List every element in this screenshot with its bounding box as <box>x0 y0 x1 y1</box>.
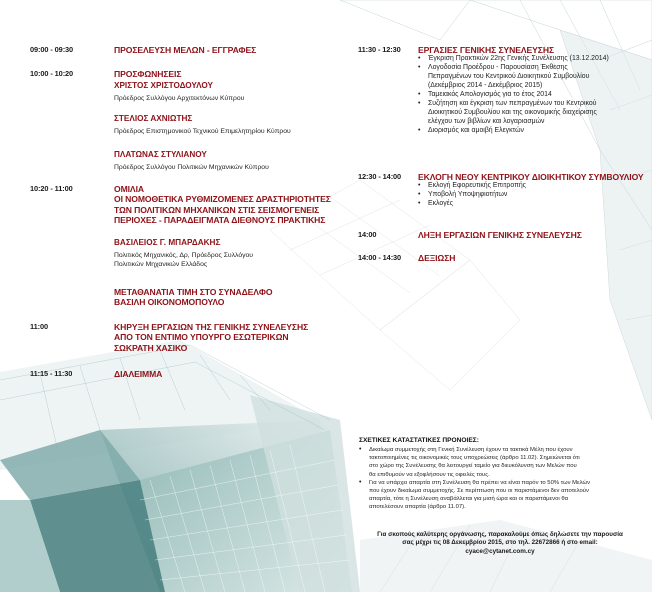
assembly-block <box>418 45 609 136</box>
time-registration: 09:00 - 09:30 <box>30 45 74 54</box>
opening-line: ΚΗΡΥΞΗ ΕΡΓΑΣΙΩΝ ΤΗΣ ΓΕΝΙΚΗΣ ΣΥΝΕΛΕΥΣΗΣ <box>114 322 309 332</box>
title-assembly: ΕΡΓΑΣΙΕΣ ΓΕΝΙΚΗΣ ΣΥΝΕΛΕΥΣΗΣ <box>418 45 555 55</box>
lecture-title-line: ΟΙ ΝΟΜΟΘΕΤΙΚΑ ΡΥΘΜΙΖΟΜΕΝΕΣ ΔΡΑΣΤΗΡΙΟΤΗΤΕΣ <box>114 194 331 205</box>
assembly-items <box>418 55 609 135</box>
title-closing: ΛΗΞΗ ΕΡΓΑΣΙΩΝ ΓΕΝΙΚΗΣ ΣΥΝΕΛΕΥΣΗΣ <box>418 230 582 240</box>
agenda-row-assembly <box>358 45 609 136</box>
speaker-role: Πρόεδρος Επιστημονικού Τεχνικού Επιμελητηρίου Κύπρου <box>114 128 291 135</box>
election-item: • Εκλογές <box>418 200 644 209</box>
contact-info <box>358 531 642 556</box>
election-items <box>418 182 644 209</box>
lecture-speaker <box>114 238 253 269</box>
speaker-role: Πρόεδρος Συλλόγου Πολιτικών Μηχανικών Κύπρου <box>114 164 269 171</box>
lecture-speaker-role: Πολιτικών Μηχανικών Ελλάδος <box>114 261 208 268</box>
title-registration: ΠΡΟΣΕΛΕΥΣΗ ΜΕΛΩΝ - ΕΓΓΡΑΦΕΣ <box>114 45 257 55</box>
election-item: • Υποβολή Υποψηφιοτήτων <box>418 191 644 200</box>
statutory-notes <box>359 437 590 512</box>
assembly-item: • Διορισμός και αμοιβή Ελεγκτών <box>418 127 609 136</box>
contact-line: Για σκοπούς καλύτερης οργάνωσης, παρακαλούμε όπως δηλώσετε την παρουσία <box>377 531 623 538</box>
lecture-block <box>114 184 331 226</box>
time-election: 12:30 - 14:00 <box>358 172 402 181</box>
agenda-row-greetings <box>30 69 181 79</box>
opening-line: ΣΩΚΡΑΤΗ ΧΑΣΙΚΟ <box>114 342 188 353</box>
speaker-2 <box>114 114 291 136</box>
time-assembly: 11:30 - 12:30 <box>358 45 401 54</box>
time-opening: 11:00 <box>30 322 48 331</box>
note-item: • Δικαίωμα συμμετοχής στη Γενική Συνέλευση έχουν τα τακτικά Μέλη που έχουν τακτοποιημένες τις οικονομικές τους υποχρεώσεις (άρθρο 11.02). Σημειώνεται ότι στο χώρο της Συνέλευσης θα λειτουργεί ταμείο για διευκόλυνση των Μελών που θα επιθυμούν να εξοφλήσουν τις οφειλές τους. <box>359 446 590 479</box>
lecture-label: ΟΜΙΛΙΑ <box>114 184 144 194</box>
agenda-row-lecture <box>30 184 331 226</box>
assembly-item: • Λογοδοσία Προέδρου - Παρουσίαση Έκθεσης Πεπραγμένων του Κεντρικού Διοικητικού Συμβουλίου (Δεκέμβριος 2014 - Δεκέμβριος 2015) <box>418 64 609 91</box>
time-reception: 14:00 - 14:30 <box>358 253 402 262</box>
contact-line: σας μέχρι τις 08 Δεκεμβρίου 2015, στο τηλ. 22672866 ή στο email: <box>402 539 598 547</box>
agenda-row-election <box>358 172 644 209</box>
assembly-item: • Έγκριση Πρακτικών 22ης Γενικής Συνέλευσης (13.12.2014) <box>418 55 609 64</box>
agenda-row-reception <box>358 253 455 263</box>
time-break: 11:15 - 11:30 <box>30 369 73 378</box>
title-election: ΕΚΛΟΓΗ ΝΕΟΥ ΚΕΝΤΡΙΚΟΥ ΔΙΟΙΚΗΤΙΚΟΥ ΣΥΜΒΟΥΛΙΟΥ <box>418 172 644 182</box>
election-item: • Εκλογή Εφορευτικής Επιτροπής <box>418 182 644 191</box>
lecture-title-line: ΠΕΡΙΟΧΕΣ - ΠΑΡΑΔΕΙΓΜΑΤΑ ΔΙΕΘΝΟΥΣ ΠΡΑΚΤΙΚΗΣ <box>114 215 326 226</box>
tribute-line: ΜΕΤΑΘΑΝΑΤΙΑ ΤΙΜΗ ΣΤΟ ΣΥΝΑΔΕΛΦΟ <box>114 287 273 297</box>
speaker-name: ΣΤΕΛΙΟΣ ΑΧΝΙΩΤΗΣ <box>114 114 193 123</box>
title-break: ΔΙΑΛΕΙΜΜΑ <box>114 369 163 379</box>
title-reception: ΔΕΞΙΩΣΗ <box>418 253 456 263</box>
speaker-role: Πρόεδρος Συλλόγου Αρχιτεκτόνων Κύπρου <box>114 95 245 102</box>
speaker-name: ΠΛΑΤΩΝΑΣ ΣΤΥΛΙΑΝΟΥ <box>114 150 207 159</box>
tribute <box>114 287 272 308</box>
time-closing: 14:00 <box>358 230 377 239</box>
time-lecture: 10:20 - 11:00 <box>30 184 73 193</box>
agenda-row-closing <box>358 230 582 240</box>
lecture-speaker-name: ΒΑΣΙΛΕΙΟΣ Γ. ΜΠΑΡΔΑΚΗΣ <box>114 238 221 247</box>
tribute-line: ΒΑΣΙΛΗ ΟΙΚΟΝΟΜΟΠΟΥΛΟ <box>114 297 225 308</box>
assembly-item: • Συζήτηση και έγκριση των πεπραγμένων του Κεντρικού Διοικητικού Συμβουλίου και της οικονομικής διαχείρισης ελέγχου των βιβλίων και λογαριασμών <box>418 100 609 127</box>
agenda-row-registration <box>30 45 256 55</box>
speaker-name: ΧΡΙΣΤΟΣ ΧΡΙΣΤΟΔΟΥΛΟΥ <box>114 81 213 90</box>
lecture-title-line: ΤΩΝ ΠΟΛΙΤΙΚΩΝ ΜΗΧΑΝΙΚΩΝ ΣΤΙΣ ΣΕΙΣΜΟΓΕΝΕΙΣ <box>114 204 320 215</box>
speaker-1 <box>114 81 244 103</box>
speaker-3 <box>114 150 269 172</box>
opening-block <box>114 322 308 353</box>
title-greetings: ΠΡΟΣΦΩΝΗΣΕΙΣ <box>114 69 182 79</box>
agenda-row-break <box>30 369 162 379</box>
agenda-row-opening <box>30 322 308 353</box>
note-item: • Για να υπάρχει απαρτία στη Συνέλευση θα πρέπει να είναι παρόν το 50% των Μελών που έχουν δικαίωμα συμμετοχής. Σε περίπτωση που οι παριστάμενοι δεν αποτελούν απαρτία, τότε η Συνέλευση αναβάλλεται για μισή ώρα και οι παριστάμενοι θα αποτελέσουν απαρτία (άρθρο 11.07). <box>359 479 590 512</box>
opening-line: ΑΠΟ ΤΟΝ ΕΝΤΙΜΟ ΥΠΟΥΡΓΟ ΕΣΩΤΕΡΙΚΩΝ <box>114 332 289 343</box>
assembly-item: • Ταμειακός Απολογισμός για το έτος 2014 <box>418 91 609 100</box>
notes-items <box>359 446 590 512</box>
election-block <box>418 172 644 209</box>
lecture-speaker-role: Πολιτικός Μηχανικός, Δρ, Πρόεδρος Συλλόγου <box>114 252 254 259</box>
time-greetings: 10:00 - 10:20 <box>30 69 74 78</box>
notes-title: ΣΧΕΤΙΚΕΣ ΚΑΤΑΣΤΑΤΙΚΕΣ ΠΡΟΝΟΙΕΣ: <box>359 437 479 444</box>
contact-email: cyace@cytanet.com.cy <box>465 547 535 555</box>
